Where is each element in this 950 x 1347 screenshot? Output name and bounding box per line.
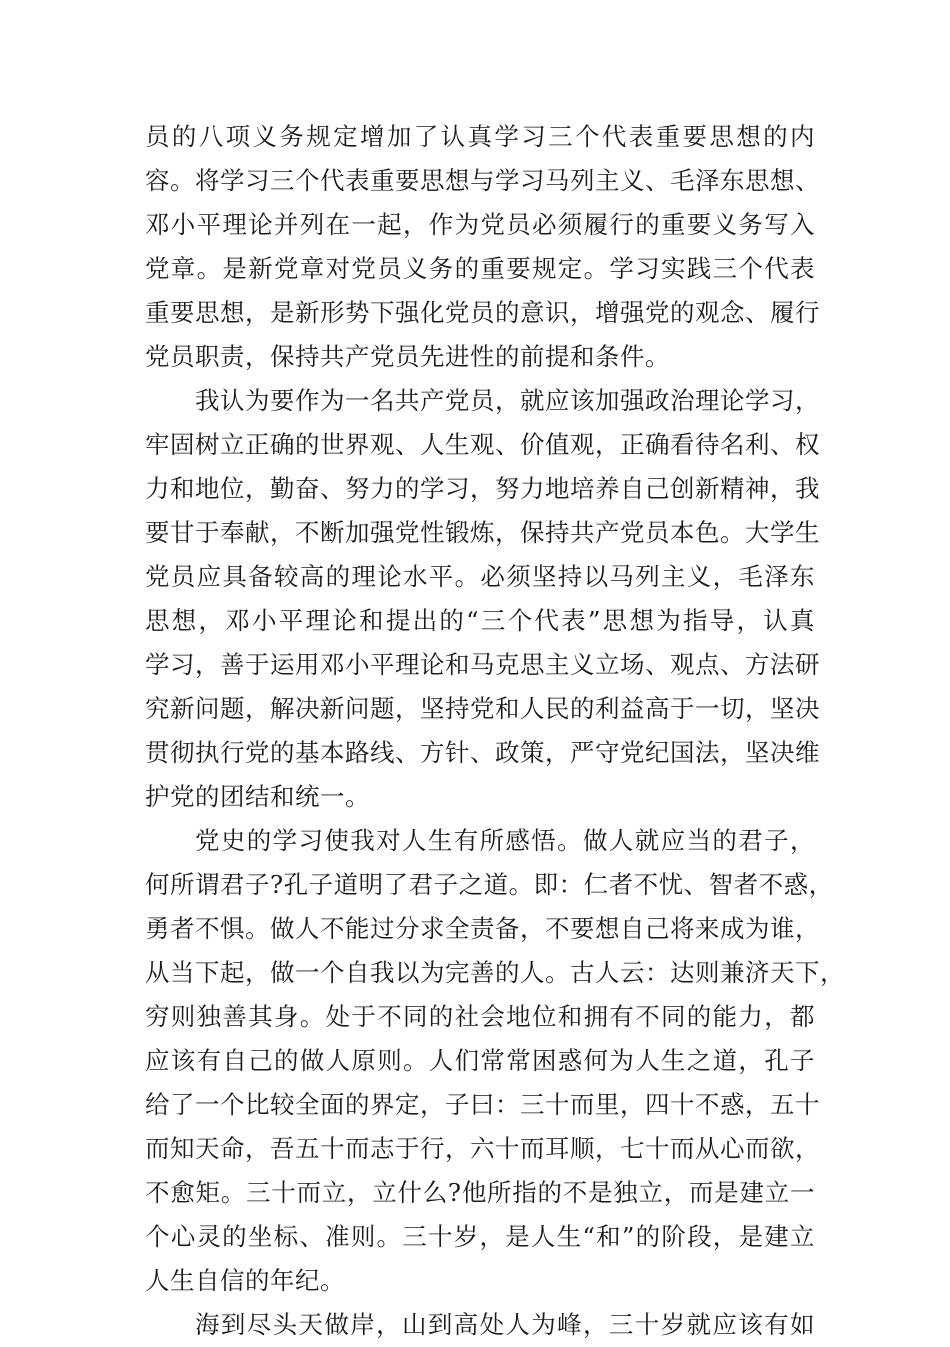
text-line: 力和地位，勤奋、努力的学习，努力地培养自己创新精神，我: [145, 474, 820, 503]
text-line: 党员职责，保持共产党员先进性的前提和条件。: [145, 342, 670, 371]
text-line: 容。将学习三个代表重要思想与学习马列主义、毛泽东思想、: [145, 166, 820, 195]
paragraph-first-line: 党史的学习使我对人生有所感悟。做人就应当的君子，: [195, 826, 815, 855]
text-line: 个心灵的坐标、准则。三十岁，是人生“和”的阶段，是建立: [145, 1222, 815, 1251]
text-line: 而知天命，吾五十而志于行，六十而耳顺，七十而从心而欲，: [145, 1134, 820, 1163]
text-line: 学习，善于运用邓小平理论和马克思主义立场、观点、方法研: [145, 650, 820, 679]
text-line: 牢固树立正确的世界观、人生观、价值观，正确看待名利、权: [145, 430, 820, 459]
text-line: 给了一个比较全面的界定，子曰：三十而里，四十不惑，五十: [145, 1090, 820, 1119]
text-line: 员的八项义务规定增加了认真学习三个代表重要思想的内: [145, 122, 815, 151]
text-line: 人生自信的年纪。: [145, 1266, 345, 1295]
text-line: 党章。是新党章对党员义务的重要规定。学习实践三个代表: [145, 254, 815, 283]
text-line: 何所谓君子?孔子道明了君子之道。即：仁者不忧、智者不惑，: [145, 870, 834, 899]
text-line: 究新问题，解决新问题，坚持党和人民的利益高于一切，坚决: [145, 694, 820, 723]
paragraph-first-line: 我认为要作为一名共产党员，就应该加强政治理论学习，: [195, 386, 820, 415]
text-line: 穷则独善其身。处于不同的社会地位和拥有不同的能力，都: [145, 1002, 815, 1031]
text-line: 要甘于奉献，不断加强党性锻炼，保持共产党员本色。大学生: [145, 518, 820, 547]
text-line: 思想，邓小平理论和提出的“三个代表”思想为指导，认真: [145, 606, 815, 635]
text-line: 护党的团结和统一。: [145, 782, 370, 811]
text-line: 不愈矩。三十而立，立什么?他所指的不是独立，而是建立一: [145, 1178, 815, 1207]
text-line: 勇者不惧。做人不能过分求全责备，不要想自己将来成为谁，: [145, 914, 820, 943]
text-line: 党员应具备较高的理论水平。必须坚持以马列主义，毛泽东: [145, 562, 815, 591]
text-line: 邓小平理论并列在一起，作为党员必须履行的重要义务写入: [145, 210, 815, 239]
text-line: 应该有自己的做人原则。人们常常困惑何为人生之道，孔子: [145, 1046, 815, 1075]
paragraph-first-line: 海到尽头天做岸，山到高处人为峰，三十岁就应该有如: [195, 1310, 815, 1339]
text-line: 贯彻执行党的基本路线、方针、政策，严守党纪国法，坚决维: [145, 738, 820, 767]
text-line: 重要思想，是新形势下强化党员的意识，增强党的观念、履行: [145, 298, 820, 327]
text-line: 从当下起，做一个自我以为完善的人。古人云：达则兼济天下，: [145, 958, 845, 987]
